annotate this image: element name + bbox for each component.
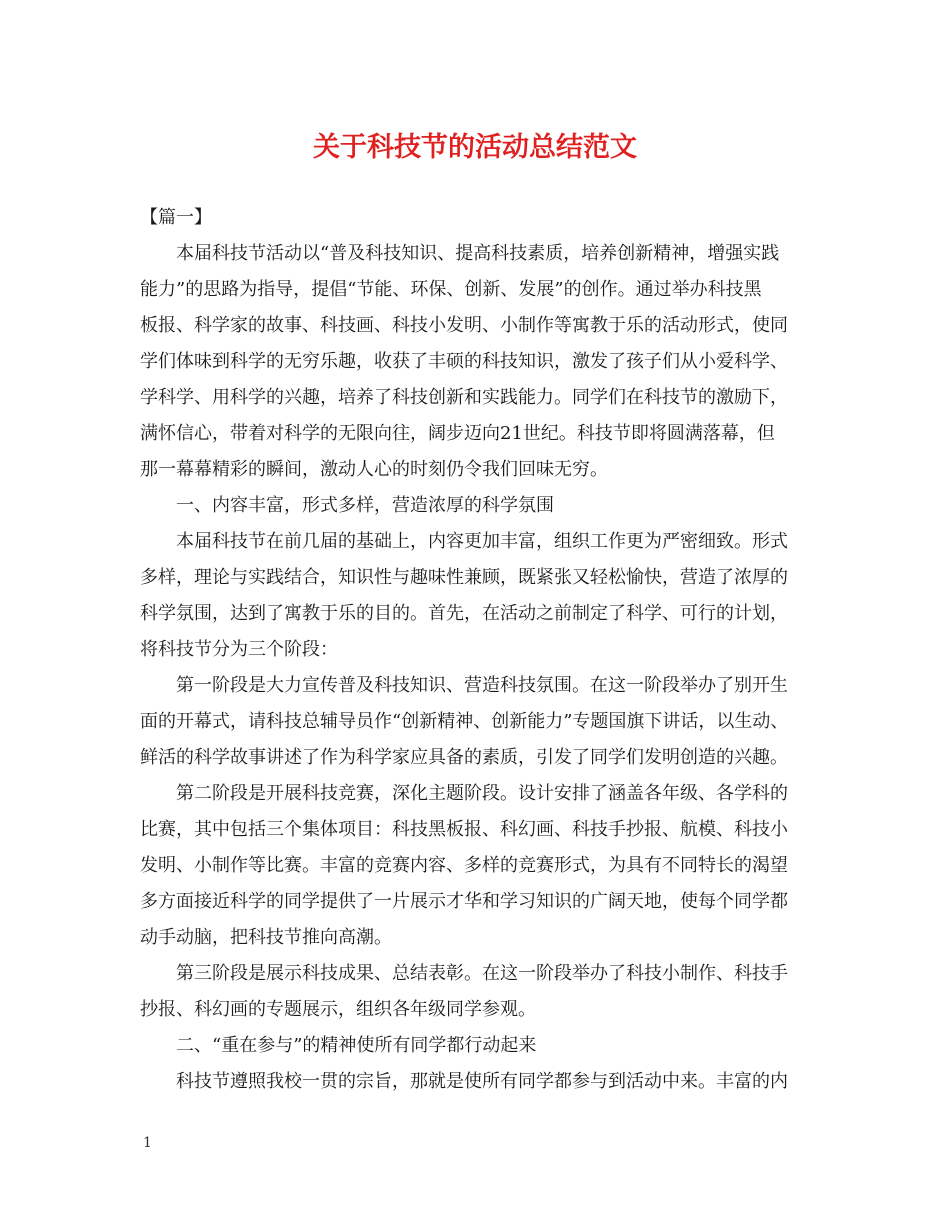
paragraph-line: 面的开幕式，请科技总辅导员作“创新精神、创新能力”专题国旗下讲话，以生动、 bbox=[140, 711, 789, 732]
paragraph-line: 能力”的思路为指导，提倡“节能、环保、创新、发展”的创作。通过举办科技黑 bbox=[140, 279, 762, 300]
paragraph-line: 动手动脑，把科技节推向高潮。 bbox=[140, 927, 392, 948]
paragraph-line: 鲜活的科学故事讲述了作为科学家应具备的素质，引发了同学们发明创造的兴趣。 bbox=[140, 747, 788, 768]
section-heading: 二、“重在参与”的精神使所有同学都行动起来 bbox=[176, 1035, 537, 1056]
paragraph-line: 那一幕幕精彩的瞬间，激动人心的时刻仍令我们回味无穷。 bbox=[140, 459, 608, 480]
document-title: 关于科技节的活动总结范文 bbox=[313, 132, 637, 163]
paragraph-line: 抄报、科幻画的专题展示，组织各年级同学参观。 bbox=[140, 999, 536, 1020]
paragraph-line: 学科学、用科学的兴趣，培养了科技创新和实践能力。同学们在科技节的激励下， bbox=[140, 387, 788, 408]
page-number: 1 bbox=[143, 1135, 152, 1151]
paragraph-line: 第一阶段是大力宣传普及科技知识、营造科技氛围。在这一阶段举办了别开生 bbox=[176, 675, 788, 696]
paragraph-line: 板报、科学家的故事、科技画、科技小发明、小制作等寓教于乐的活动形式，使同 bbox=[140, 315, 788, 336]
section-heading: 一、内容丰富，形式多样，营造浓厚的科学氛围 bbox=[176, 495, 554, 516]
paragraph-line: 本届科技节活动以“普及科技知识、提高科技素质，培养创新精神，增强实践 bbox=[176, 243, 780, 264]
paragraph-line: 科技节遵照我校一贯的宗旨，那就是使所有同学都参与到活动中来。丰富的内 bbox=[176, 1071, 788, 1092]
section-label: 【篇一】 bbox=[140, 207, 212, 228]
paragraph-line: 本届科技节在前几届的基础上，内容更加丰富，组织工作更为严密细致。形式 bbox=[176, 531, 788, 552]
paragraph-line: 多方面接近科学的同学提供了一片展示才华和学习知识的广阔天地，使每个同学都 bbox=[140, 891, 788, 912]
paragraph-line: 多样，理论与实践结合，知识性与趣味性兼顾，既紧张又轻松愉快，营造了浓厚的 bbox=[140, 567, 788, 588]
paragraph-line: 将科技节分为三个阶段： bbox=[140, 639, 338, 660]
paragraph-line: 发明、小制作等比赛。丰富的竞赛内容、多样的竞赛形式，为具有不同特长的渴望 bbox=[140, 855, 788, 876]
paragraph-line: 第二阶段是开展科技竞赛，深化主题阶段。设计安排了涵盖各年级、各学科的 bbox=[176, 783, 788, 804]
paragraph-line: 学们体味到科学的无穷乐趣，收获了丰硕的科技知识，激发了孩子们从小爱科学、 bbox=[140, 351, 788, 372]
paragraph-line: 第三阶段是展示科技成果、总结表彰。在这一阶段举办了科技小制作、科技手 bbox=[176, 963, 788, 984]
paragraph-line: 满怀信心，带着对科学的无限向往，阔步迈向21世纪。科技节即将圆满落幕，但 bbox=[140, 423, 775, 444]
paragraph-line: 比赛，其中包括三个集体项目：科技黑板报、科幻画、科技手抄报、航模、科技小 bbox=[140, 819, 788, 840]
paragraph-line: 科学氛围，达到了寓教于乐的目的。首先，在活动之前制定了科学、可行的计划， bbox=[140, 603, 788, 624]
